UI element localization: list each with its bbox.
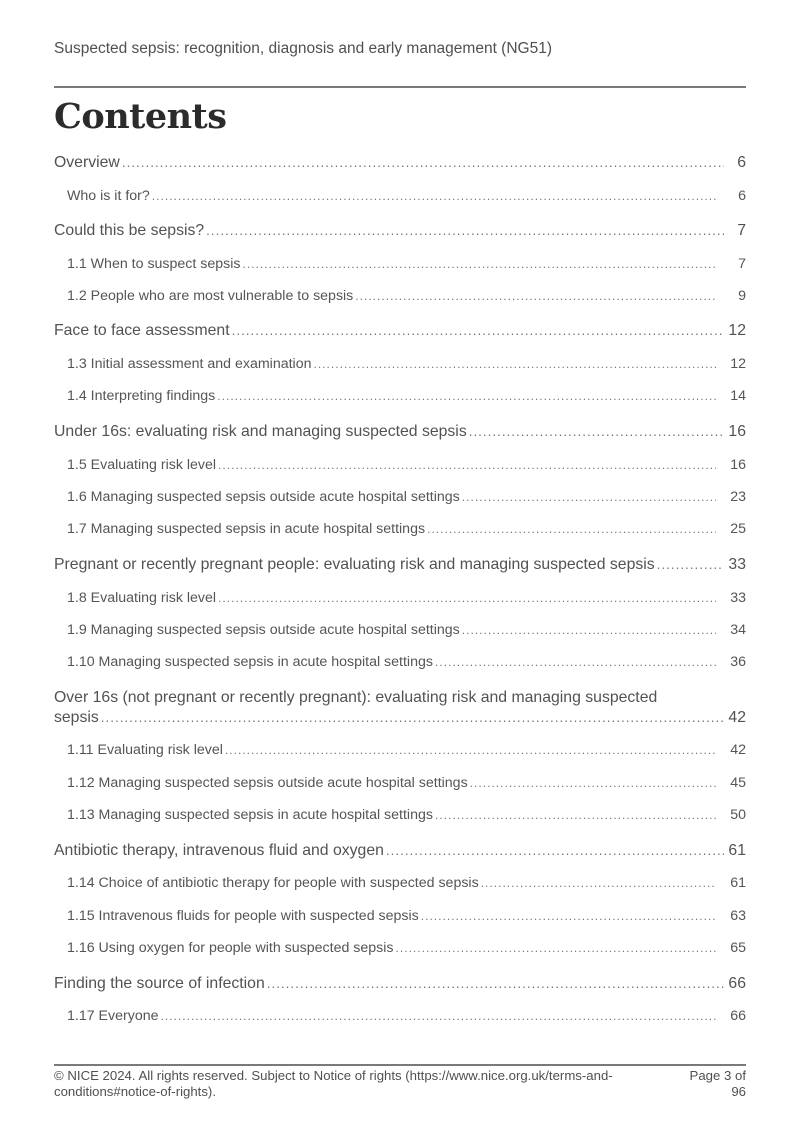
running-header-title: Suspected sepsis: recognition, diagnosis and early management (NG51) [54,40,552,57]
toc-entry-label: Who is it for? [67,188,150,204]
toc-page-number: 25 [730,521,746,537]
toc-entry-antibiotic-therapy[interactable] [54,842,746,860]
toc-entry-1-7[interactable] [54,521,746,537]
toc-entry-could-this-be-sepsis[interactable] [54,222,746,240]
footer-page-number [680,1068,746,1100]
toc-leader [396,941,716,955]
toc-leader [232,323,724,338]
toc-leader [313,357,716,371]
toc-entry-label: Overview [54,154,120,171]
toc-entry-1-9[interactable] [54,622,746,638]
toc-leader [469,424,724,439]
toc-entry-1-11[interactable] [54,742,746,758]
toc-entry-label: 1.6 Managing suspected sepsis outside acute hospital settings [67,489,460,505]
toc-entry-label: 1.9 Managing suspected sepsis outside acute hospital settings [67,622,460,638]
toc-leader [421,909,716,923]
toc-leader [462,490,716,504]
toc-leader [152,189,716,203]
footer-copyright-line: © NICE 2024. All rights reserved. Subject to Notice of rights (https://www.nice.org.uk/terms-and- [54,1068,613,1083]
toc-leader [206,223,724,238]
toc-entry-finding-source[interactable] [54,975,746,993]
toc-leader [122,155,724,170]
toc-entry-under-16s[interactable] [54,423,746,441]
toc-page-number: 6 [738,188,746,204]
toc-entry-label: 1.11 Evaluating risk level [67,742,223,758]
toc-leader [225,743,716,757]
toc-entry-label: Could this be sepsis? [54,222,205,239]
toc-page-number: 12 [730,356,746,372]
toc-leader [435,655,716,669]
toc-entry-1-2[interactable] [54,288,746,304]
toc-page-number: 45 [730,775,746,791]
toc-page-number: 34 [730,622,746,638]
toc-page-number: 61 [728,842,746,859]
toc-leader [470,776,716,790]
toc-page-number: 7 [738,256,746,272]
toc-entry-label: 1.7 Managing suspected sepsis in acute hospital settings [67,521,426,537]
toc-page-number: 66 [728,975,746,992]
toc-leader [462,623,716,637]
toc-page-number: 42 [730,742,746,758]
toc-entry-label: 1.12 Managing suspected sepsis outside acute hospital settings [67,775,468,791]
toc-entry-label: Under 16s: evaluating risk and managing suspected sepsis [54,423,467,440]
toc-entry-label: 1.17 Everyone [67,1008,159,1024]
footer-page-line: 96 [731,1084,746,1099]
toc-leader [267,976,724,991]
toc-entry-pregnant[interactable] [54,556,746,574]
toc-entry-label: Pregnant or recently pregnant people: evaluating risk and managing suspected sepsis [54,556,655,573]
toc-page-number: 33 [728,556,746,573]
toc-entry-label: 1.1 When to suspect sepsis [67,256,241,272]
toc-entry-1-3[interactable] [54,356,746,372]
toc-entry-1-17[interactable] [54,1008,746,1024]
toc-page-number: 7 [737,222,746,239]
footer-copyright-line: conditions#notice-of-rights). [54,1084,216,1099]
header-divider [54,86,746,88]
footer-copyright [54,1068,684,1100]
toc-entry-label: 1.5 Evaluating risk level [67,457,217,473]
toc-page-number: 65 [730,940,746,956]
toc-entry-over-16s[interactable] [54,689,746,727]
page-title: Contents [54,96,227,137]
toc-page-number: 61 [730,875,746,891]
toc-leader [435,808,716,822]
toc-leader [101,710,727,725]
footer-page-line: Page 3 of [689,1068,746,1083]
toc-leader [161,1009,717,1023]
toc-entry-1-13[interactable] [54,807,746,823]
toc-entry-who-is-it-for[interactable] [54,188,746,204]
toc-entry-label: 1.3 Initial assessment and examination [67,356,312,372]
toc-entry-1-16[interactable] [54,940,746,956]
toc-page-number: 16 [728,423,746,440]
toc-leader [243,257,717,271]
toc-entry-label: 1.15 Intravenous fluids for people with suspected sepsis [67,908,419,924]
toc-leader [386,843,724,858]
toc-entry-1-6[interactable] [54,489,746,505]
toc-entry-label: Over 16s (not pregnant or recently pregnant): evaluating risk and managing suspected [54,689,658,706]
toc-entry-label: 1.14 Choice of antibiotic therapy for people with suspected sepsis [67,875,479,891]
toc-entry-1-10[interactable] [54,654,746,670]
toc-entry-1-12[interactable] [54,775,746,791]
toc-page-number: 63 [730,908,746,924]
toc-page-number: 42 [728,709,746,726]
toc-page-number: 9 [738,288,746,304]
toc-page-number: 23 [730,489,746,505]
toc-entry-label: Face to face assessment [54,322,230,339]
toc-entry-1-1[interactable] [54,256,746,272]
toc-page-number: 50 [730,807,746,823]
toc-page-number: 33 [730,590,746,606]
toc-page-number: 14 [730,388,746,404]
toc-entry-label: 1.13 Managing suspected sepsis in acute hospital settings [67,807,433,823]
toc-leader [427,522,716,536]
toc-entry-1-14[interactable] [54,875,746,891]
toc-leader [218,591,716,605]
toc-entry-1-4[interactable] [54,388,746,404]
toc-leader [481,876,716,890]
toc-entry-face-to-face[interactable] [54,322,746,340]
toc-leader [657,557,724,572]
toc-entry-1-15[interactable] [54,908,746,924]
toc-entry-1-5[interactable] [54,457,746,473]
toc-page-number: 12 [728,322,746,339]
toc-entry-label: 1.10 Managing suspected sepsis in acute hospital settings [67,654,433,670]
toc-entry-1-8[interactable] [54,590,746,606]
toc-entry-label: Finding the source of infection [54,975,265,992]
toc-entry-label-continued: sepsis [54,709,99,726]
toc-leader [355,289,716,303]
toc-page-number: 6 [737,154,746,171]
toc-entry-overview[interactable] [54,154,746,172]
toc-page-number: 66 [730,1008,746,1024]
toc-entry-label: 1.16 Using oxygen for people with suspected sepsis [67,940,394,956]
toc-entry-label: 1.4 Interpreting findings [67,388,216,404]
toc-page-number: 36 [730,654,746,670]
toc-leader [217,389,716,403]
toc-leader [218,458,716,472]
footer-divider [54,1064,746,1066]
toc-entry-label: 1.2 People who are most vulnerable to sepsis [67,288,354,304]
toc-page-number: 16 [730,457,746,473]
toc-entry-label: Antibiotic therapy, intravenous fluid and oxygen [54,842,384,859]
toc-entry-label: 1.8 Evaluating risk level [67,590,217,606]
